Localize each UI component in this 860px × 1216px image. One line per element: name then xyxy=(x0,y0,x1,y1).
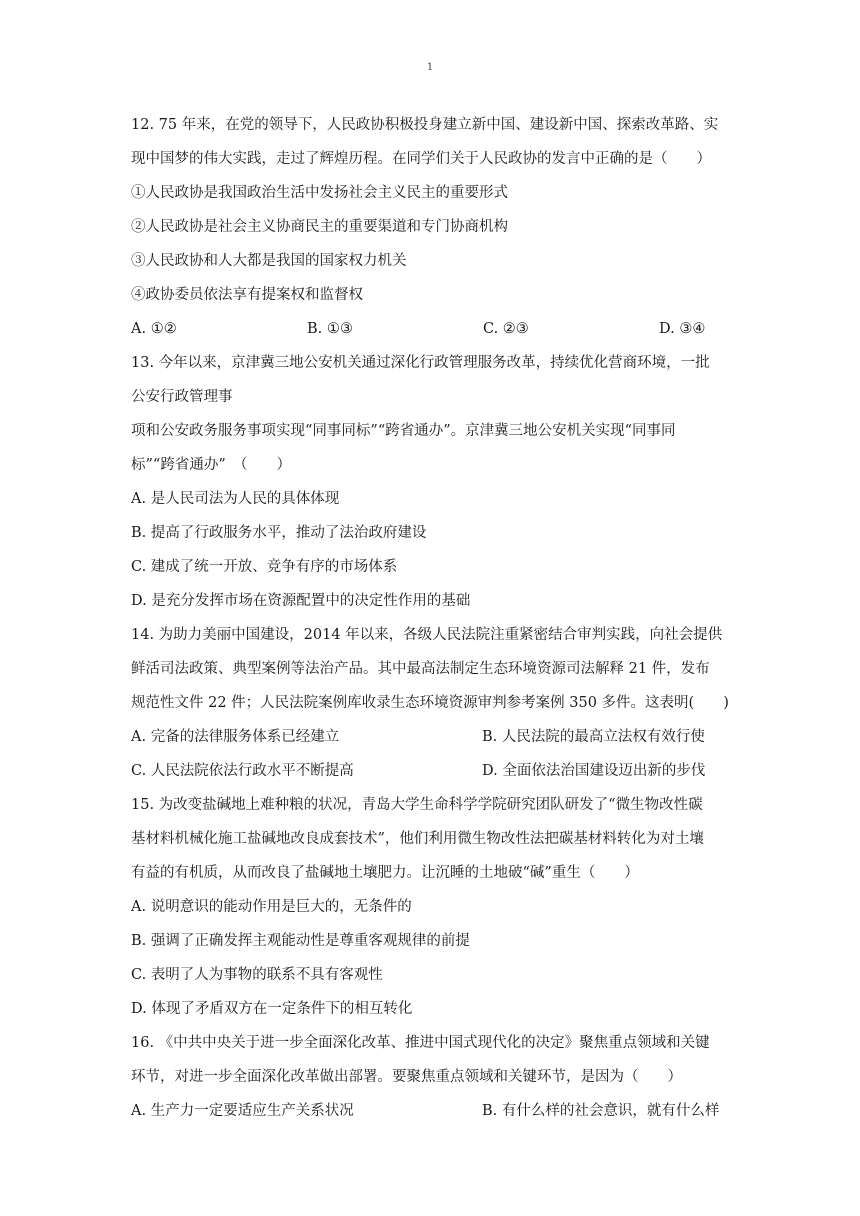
question-13 xyxy=(131,346,731,618)
question-14-stem-line-2: 鲜活司法政策、典型案例等法治产品。其中最高法制定生态环境资源司法解释 21 件，发布 xyxy=(131,661,710,677)
question-16-options-row-1 xyxy=(131,1094,731,1128)
question-13-option-a: A. 是人民司法为人民的具体体现 xyxy=(131,491,340,507)
question-15-option-d: D. 体现了矛盾双方在一定条件下的相互转化 xyxy=(131,1001,413,1017)
question-13-option-c: C. 建成了统一开放、竞争有序的市场体系 xyxy=(131,559,398,575)
question-13-option-d: D. 是充分发挥市场在资源配置中的决定性作用的基础 xyxy=(131,593,471,609)
document-body xyxy=(131,108,731,1128)
question-14-option-a: A. 完备的法律服务体系已经建立 xyxy=(131,729,340,745)
question-12-stem-line-2: 现中国梦的伟大实践，走过了辉煌历程。在同学们关于人民政协的发言中正确的是（ ） xyxy=(131,151,711,167)
question-14-stem-line-3: 规范性文件 22 件；人民法院案例库收录生态环境资源审判参考案例 350 多件。这表明( ) xyxy=(131,695,729,711)
question-12-option-b: B. ①③ xyxy=(307,321,353,337)
question-15-stem-line-1: 15. 为改变盐碱地上难种粮的状况，青岛大学生命科学学院研究团队研发了“微生物改性碳 xyxy=(131,797,703,813)
question-13-stem-line-2: 公安行政管理事 xyxy=(131,389,233,405)
question-16-stem-line-1: 16. 《中共中央关于进一步全面深化改革、推进中国式现代化的决定》聚焦重点领域和关键 xyxy=(131,1035,710,1051)
question-13-stem-line-1: 13. 今年以来，京津冀三地公安机关通过深化行政管理服务改革，持续优化营商环境，一批 xyxy=(131,355,710,371)
question-14-option-c: C. 人民法院依法行政水平不断提高 xyxy=(131,763,354,779)
question-12-option-a: A. ①② xyxy=(131,321,177,337)
question-12 xyxy=(131,108,731,346)
question-13-stem-line-4: 标”“跨省通办” （ ） xyxy=(131,457,291,473)
question-14-options-row-2 xyxy=(131,754,731,788)
question-15-option-b: B. 强调了正确发挥主观能动性是尊重客观规律的前提 xyxy=(131,933,470,949)
question-16-option-a: A. 生产力一定要适应生产关系状况 xyxy=(131,1103,354,1119)
question-14-options-row-1 xyxy=(131,720,731,754)
question-15-stem-line-2: 基材料机械化施工盐碱地改良成套技术”，他们利用微生物改性法把碳基材料转化为对土壤 xyxy=(131,831,704,847)
question-15-stem-line-3: 有益的有机质，从而改良了盐碱地土壤肥力。让沉睡的土地破“碱”重生（ ） xyxy=(131,865,639,881)
question-12-statement-1: ①人民政协是我国政治生活中发扬社会主义民主的重要形式 xyxy=(131,185,508,201)
question-12-statement-3: ③人民政协和人大都是我国的国家权力机关 xyxy=(131,253,407,269)
question-14 xyxy=(131,618,731,788)
question-13-option-b: B. 提高了行政服务水平，推动了法治政府建设 xyxy=(131,525,427,541)
question-16 xyxy=(131,1026,731,1128)
question-12-statement-2: ②人民政协是社会主义协商民主的重要渠道和专门协商机构 xyxy=(131,219,508,235)
question-14-stem-line-1: 14. 为助力美丽中国建设，2014 年以来，各级人民法院注重紧密结合审判实践，向社会提供 xyxy=(131,627,723,643)
question-12-stem-line-1: 12. 75 年来，在党的领导下，人民政协积极投身建立新中国、建设新中国、探索改革路、实 xyxy=(131,117,719,133)
question-15 xyxy=(131,788,731,1026)
question-12-option-c: C. ②③ xyxy=(483,321,529,337)
question-15-option-c: C. 表明了人为事物的联系不具有客观性 xyxy=(131,967,383,983)
question-16-stem-line-2: 环节，对进一步全面深化改革做出部署。要聚焦重点领域和关键环节，是因为（ ） xyxy=(131,1069,682,1085)
question-12-statement-4: ④政协委员依法享有提案权和监督权 xyxy=(131,287,363,303)
page-number: 1 xyxy=(426,62,434,73)
question-14-option-d: D. 全面依法治国建设迈出新的步伐 xyxy=(482,763,706,779)
question-12-option-d: D. ③④ xyxy=(659,321,706,337)
question-14-option-b: B. 人民法院的最高立法权有效行使 xyxy=(482,729,705,745)
question-13-stem-line-3: 项和公安政务服务事项实现“同事同标”“跨省通办”。京津冀三地公安机关实现“同事同 xyxy=(131,423,676,439)
question-16-option-b: B. 有什么样的社会意识，就有什么样 xyxy=(482,1103,720,1119)
question-15-option-a: A. 说明意识的能动作用是巨大的，无条件的 xyxy=(131,899,412,915)
question-12-options xyxy=(131,312,731,346)
